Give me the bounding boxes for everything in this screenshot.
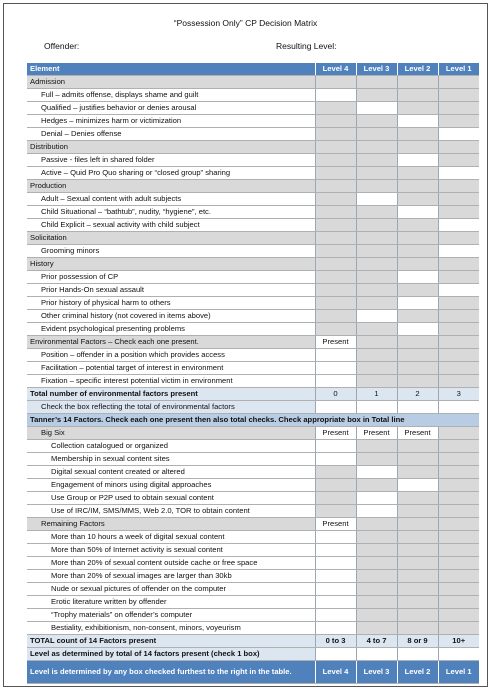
environmental-check-row: [27, 401, 479, 414]
checkbox-cell[interactable]: [315, 401, 356, 414]
checkbox-cell[interactable]: [397, 115, 438, 128]
section-history: [27, 258, 479, 271]
section-title: Big Six: [27, 427, 315, 440]
row-label: Active – Quid Pro Quo sharing or “closed group” sharing: [27, 167, 315, 180]
checkbox-cell[interactable]: [315, 622, 356, 635]
checkbox-cell[interactable]: [315, 375, 356, 388]
table-row: [27, 557, 479, 570]
checkbox-cell[interactable]: [315, 440, 356, 453]
header-element: Element: [27, 63, 315, 76]
checkbox-cell[interactable]: [438, 648, 479, 661]
row-label: Membership in sexual content sites: [27, 453, 315, 466]
present-label: Present: [315, 336, 356, 349]
row-label: Grooming minors: [27, 245, 315, 258]
table-row: [27, 583, 479, 596]
checkbox-cell[interactable]: [397, 297, 438, 310]
row-label: Prior history of physical harm to others: [27, 297, 315, 310]
checkbox-cell[interactable]: [397, 479, 438, 492]
checkbox-cell[interactable]: [438, 167, 479, 180]
row-label: Use Group or P2P used to obtain sexual content: [27, 492, 315, 505]
header-level-4: Level 4: [315, 63, 356, 76]
header-row: [27, 63, 479, 76]
section-title: Environmental Factors – Check each one present.: [27, 336, 315, 349]
row-label: Hedges – minimizes harm or victimization: [27, 115, 315, 128]
table-row: [27, 349, 479, 362]
table-row: [27, 466, 479, 479]
section-title: Tanner’s 14 Factors. Check each one present then also total checks. Check appropriate box in Total line: [27, 414, 479, 427]
tanner-total-row: [27, 635, 479, 648]
present-label: Present: [397, 427, 438, 440]
row-label: Full – admits offense, displays shame and guilt: [27, 89, 315, 102]
row-label: Child Explicit – sexual activity with child subject: [27, 219, 315, 232]
row-label: TOTAL count of 14 Factors present: [27, 635, 315, 648]
present-label: Present: [315, 518, 356, 531]
checkbox-cell[interactable]: [315, 349, 356, 362]
row-label: Engagement of minors using digital approaches: [27, 479, 315, 492]
table-row: [27, 596, 479, 609]
section-title: Production: [27, 180, 315, 193]
checkbox-cell[interactable]: [438, 128, 479, 141]
checkbox-cell[interactable]: [397, 206, 438, 219]
checkbox-cell[interactable]: [438, 245, 479, 258]
footer-level-1: Level 1: [438, 661, 479, 684]
present-label: Present: [356, 427, 397, 440]
checkbox-cell[interactable]: [356, 648, 397, 661]
table-row: [27, 323, 479, 336]
row-label: Evident psychological presenting problems: [27, 323, 315, 336]
checkbox-cell[interactable]: [397, 401, 438, 414]
row-label: Prior possession of CP: [27, 271, 315, 284]
table-row: [27, 284, 479, 297]
row-label: Total number of environmental factors present: [27, 388, 315, 401]
section-title: Admission: [27, 76, 315, 89]
row-label: More than 20% of sexual content outside cache or free space: [27, 557, 315, 570]
table-row: [27, 531, 479, 544]
footer-row: [27, 661, 479, 684]
level-determination-row: [27, 648, 479, 661]
footer-level-2: Level 2: [397, 661, 438, 684]
table-row: [27, 310, 479, 323]
table-row: [27, 609, 479, 622]
table-row: [27, 492, 479, 505]
table-row: [27, 570, 479, 583]
checkbox-cell[interactable]: [356, 505, 397, 518]
section-title: History: [27, 258, 315, 271]
table-row: [27, 102, 479, 115]
row-label: Adult – Sexual content with adult subjects: [27, 193, 315, 206]
section-environmental-factors: [27, 336, 479, 349]
footer-note: Level is determined by any box checked furthest to the right in the table.: [27, 661, 315, 684]
document-title: “Possession Only” CP Decision Matrix: [173, 18, 318, 28]
row-label: Nude or sexual pictures of offender on the computer: [27, 583, 315, 596]
checkbox-cell[interactable]: [315, 596, 356, 609]
table-row: [27, 544, 479, 557]
environmental-total-row: [27, 388, 479, 401]
table-row: [27, 297, 479, 310]
row-label: Digital sexual content created or altered: [27, 466, 315, 479]
row-label: Position – offender in a position which provides access: [27, 349, 315, 362]
checkbox-cell[interactable]: [438, 219, 479, 232]
checkbox-cell[interactable]: [315, 609, 356, 622]
checkbox-cell[interactable]: [397, 648, 438, 661]
checkbox-cell[interactable]: [356, 102, 397, 115]
section-production: [27, 180, 479, 193]
row-label: Facilitation – potential target of interest in environment: [27, 362, 315, 375]
checkbox-cell[interactable]: [315, 89, 356, 102]
checkbox-cell[interactable]: [356, 401, 397, 414]
footer-level-3: Level 3: [356, 661, 397, 684]
table-row: [27, 453, 479, 466]
checkbox-cell[interactable]: [315, 531, 356, 544]
decision-matrix-table: [27, 63, 479, 684]
table-row: [27, 375, 479, 388]
table-row: [27, 505, 479, 518]
table-row: [27, 89, 479, 102]
checkbox-cell[interactable]: [315, 648, 356, 661]
row-label: Qualified – justifies behavior or denies arousal: [27, 102, 315, 115]
header-level-1: Level 1: [438, 63, 479, 76]
checkbox-cell[interactable]: [397, 271, 438, 284]
table-row: [27, 362, 479, 375]
resulting-level-label: Resulting Level:: [276, 41, 337, 51]
checkbox-cell[interactable]: [315, 557, 356, 570]
checkbox-cell[interactable]: [356, 310, 397, 323]
section-title: Solicitation: [27, 232, 315, 245]
row-label: More than 50% of Internet activity is sexual content: [27, 544, 315, 557]
row-label: Bestiality, exhibitionism, non-consent, minors, voyeurism: [27, 622, 315, 635]
total-value: 1: [356, 388, 397, 401]
offender-label: Offender:: [44, 41, 80, 51]
section-big-six: [27, 427, 479, 440]
table-row: [27, 479, 479, 492]
checkbox-cell[interactable]: [315, 570, 356, 583]
row-label: Passive - files left in shared folder: [27, 154, 315, 167]
row-label: Fixation – specific interest potential victim in environment: [27, 375, 315, 388]
checkbox-cell[interactable]: [315, 544, 356, 557]
checkbox-cell[interactable]: [438, 284, 479, 297]
section-title: Remaining Factors: [27, 518, 315, 531]
row-label: Level as determined by total of 14 factors present (check 1 box): [27, 648, 315, 661]
header-level-2: Level 2: [397, 63, 438, 76]
row-label: More than 20% of sexual images are larger than 30kb: [27, 570, 315, 583]
row-label: Check the box reflecting the total of environmental factors: [27, 401, 315, 414]
table-row: [27, 115, 479, 128]
row-label: Erotic literature written by offender: [27, 596, 315, 609]
section-admission: [27, 76, 479, 89]
row-label: “Trophy materials” on offender’s computer: [27, 609, 315, 622]
row-label: Collection catalogued or organized: [27, 440, 315, 453]
table-row: [27, 193, 479, 206]
present-label: Present: [315, 427, 356, 440]
section-remaining-factors: [27, 518, 479, 531]
checkbox-cell[interactable]: [438, 401, 479, 414]
total-value: 10+: [438, 635, 479, 648]
row-label: Denial – Denies offense: [27, 128, 315, 141]
total-value: 3: [438, 388, 479, 401]
section-title: Distribution: [27, 141, 315, 154]
total-value: 0: [315, 388, 356, 401]
table-row: [27, 167, 479, 180]
table-row: [27, 440, 479, 453]
checkbox-cell[interactable]: [315, 453, 356, 466]
checkbox-cell[interactable]: [397, 323, 438, 336]
header-level-3: Level 3: [356, 63, 397, 76]
table-row: [27, 206, 479, 219]
row-label: Prior Hands-On sexual assault: [27, 284, 315, 297]
total-value: 2: [397, 388, 438, 401]
row-label: Use of IRC/IM, SMS/MMS, Web 2.0, TOR to obtain content: [27, 505, 315, 518]
table-row: [27, 219, 479, 232]
section-solicitation: [27, 232, 479, 245]
checkbox-cell[interactable]: [356, 492, 397, 505]
checkbox-cell[interactable]: [356, 193, 397, 206]
total-value: 4 to 7: [356, 635, 397, 648]
table-row: [27, 128, 479, 141]
checkbox-cell[interactable]: [397, 154, 438, 167]
row-label: Child Situational – “bathtub”, nudity, “hygiene”, etc.: [27, 206, 315, 219]
table-row: [27, 154, 479, 167]
row-label: More than 10 hours a week of digital sexual content: [27, 531, 315, 544]
table-row: [27, 622, 479, 635]
checkbox-cell[interactable]: [315, 362, 356, 375]
checkbox-cell[interactable]: [356, 466, 397, 479]
table-row: [27, 271, 479, 284]
section-distribution: [27, 141, 479, 154]
row-label: Other criminal history (not covered in items above): [27, 310, 315, 323]
total-value: 8 or 9: [397, 635, 438, 648]
footer-level-4: Level 4: [315, 661, 356, 684]
section-tanner-factors: [27, 414, 479, 427]
decision-matrix-page: [3, 3, 488, 687]
table-row: [27, 245, 479, 258]
total-value: 0 to 3: [315, 635, 356, 648]
checkbox-cell[interactable]: [315, 583, 356, 596]
